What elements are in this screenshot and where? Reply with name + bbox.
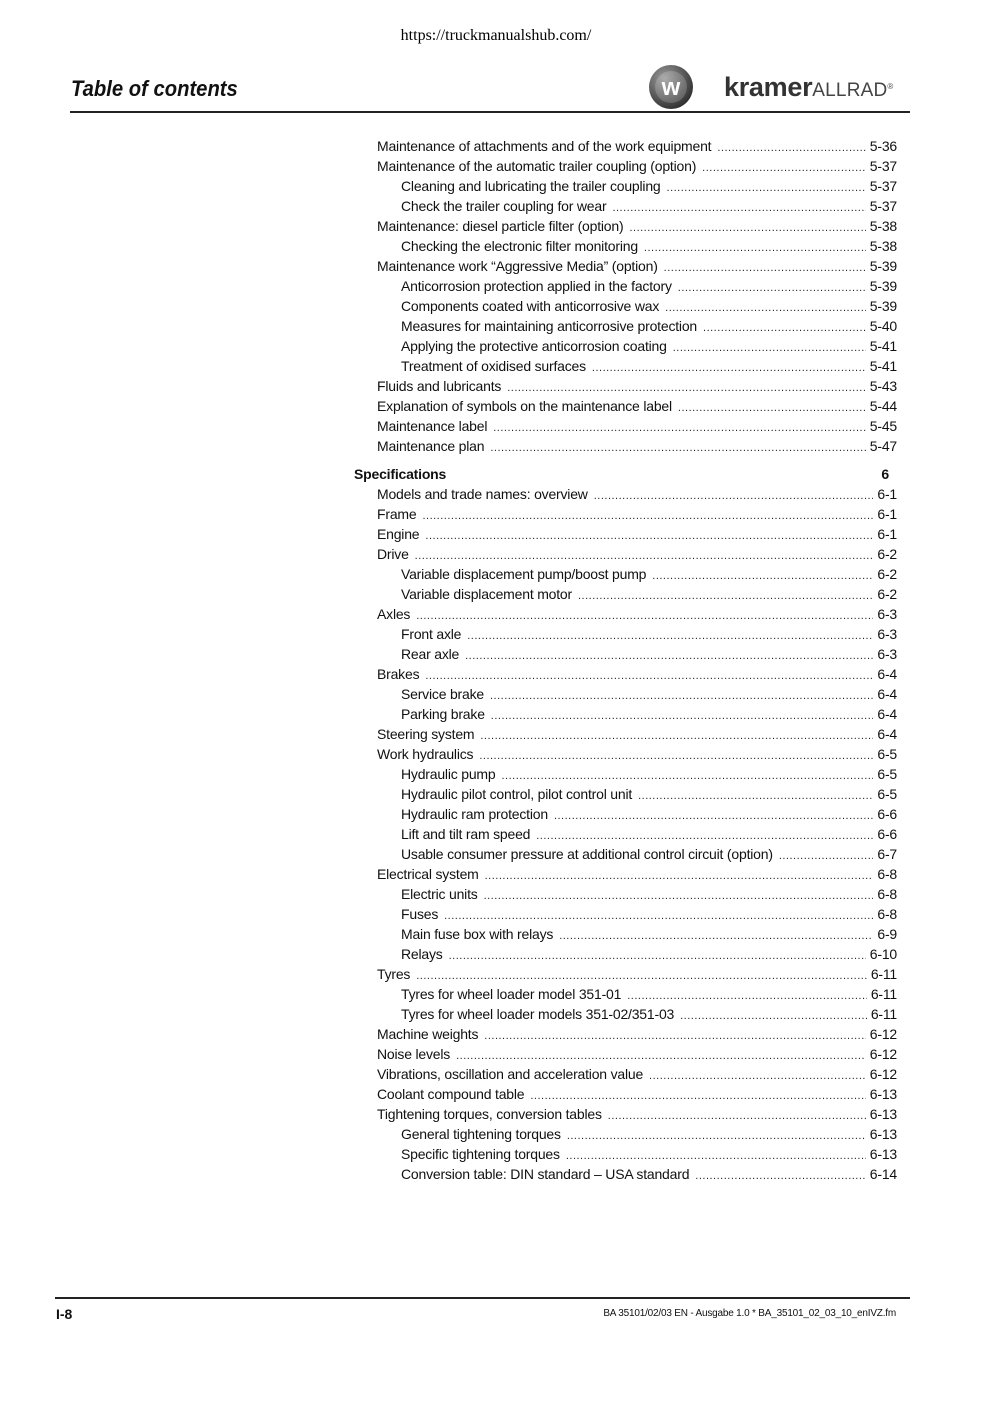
toc-entry[interactable] [377, 864, 897, 884]
toc-entry-label: Relays [401, 946, 443, 962]
dot-leader [680, 1006, 867, 1026]
toc-entry-label: Specifications [354, 466, 447, 482]
toc-entry[interactable] [377, 256, 897, 276]
toc-entry-page: 6-8 [877, 906, 897, 922]
toc-entry-label: Models and trade names: overview [377, 486, 588, 502]
toc-entry-page: 6-6 [877, 826, 897, 842]
toc-entry-label: Specific tightening torques [401, 1146, 560, 1162]
toc-entry-page: 6-12 [869, 1026, 897, 1042]
toc-entry[interactable] [377, 1084, 897, 1104]
toc-entry[interactable] [377, 216, 897, 236]
toc-entry[interactable] [377, 376, 897, 396]
toc-entry-page: 6-11 [870, 1006, 897, 1022]
dot-leader [678, 278, 866, 298]
toc-entry-page: 6-2 [877, 586, 897, 602]
toc-entry-label: Conversion table: DIN standard – USA standard [401, 1166, 690, 1182]
toc-entry-label: Main fuse box with relays [401, 926, 554, 942]
dot-leader [491, 706, 874, 726]
toc-entry[interactable] [401, 944, 897, 964]
footer-rule [55, 1297, 910, 1299]
dot-leader [567, 1126, 866, 1146]
toc-entry-page: 6-5 [877, 746, 897, 762]
dot-leader [465, 646, 873, 666]
dot-leader [479, 746, 873, 766]
toc-entry-page: 6-13 [869, 1126, 897, 1142]
dot-leader [652, 566, 873, 586]
toc-entry[interactable] [377, 724, 897, 744]
toc-entry-label: Machine weights [377, 1026, 479, 1042]
toc-entry-page: 6-4 [877, 726, 897, 742]
toc-entry-page: 6-9 [877, 926, 897, 942]
toc-entry-label: Lift and tilt ram speed [401, 826, 531, 842]
brand-bold: kramer [724, 72, 813, 102]
toc-entry-label: Measures for maintaining anticorrosive protection [401, 318, 698, 334]
toc-entry[interactable] [401, 1144, 897, 1164]
dot-leader [592, 358, 866, 378]
toc-entry[interactable] [401, 356, 897, 376]
toc-entry[interactable] [377, 604, 897, 624]
toc-entry-page: 5-36 [869, 138, 897, 154]
dot-leader [779, 846, 874, 866]
toc-entry[interactable] [377, 484, 897, 504]
toc-entry[interactable] [401, 704, 897, 724]
toc-entry-page: 5-41 [869, 338, 897, 354]
toc-entry-page: 5-44 [869, 398, 897, 414]
toc-entry-page: 6-8 [877, 866, 897, 882]
toc-entry-label: Vibrations, oscillation and acceleration value [377, 1066, 644, 1082]
dot-leader [415, 546, 874, 566]
toc-entry-page: 6-13 [869, 1146, 897, 1162]
dot-leader [594, 486, 874, 506]
toc-entry[interactable] [401, 336, 897, 356]
dot-leader [490, 686, 873, 706]
dot-leader [422, 506, 873, 526]
toc-entry-page: 5-38 [869, 218, 897, 234]
toc-entry-page: 6-5 [877, 786, 897, 802]
toc-entry-label: Maintenance plan [377, 438, 485, 454]
toc-entry-page: 6-3 [877, 646, 897, 662]
toc-entry-page: 5-45 [869, 418, 897, 434]
toc-entry[interactable] [377, 416, 897, 436]
toc-entry[interactable] [401, 316, 897, 336]
page-number: I-8 [56, 1306, 73, 1322]
toc-entry-page: 5-37 [869, 158, 897, 174]
toc-entry-label: Maintenance label [377, 418, 488, 434]
toc-entry[interactable] [401, 844, 897, 864]
dot-leader [638, 786, 873, 806]
toc-entry-page: 6 [881, 466, 889, 482]
toc-entry[interactable] [377, 156, 897, 176]
toc-entry-page: 6-11 [870, 986, 897, 1002]
toc-entry-page: 6-3 [877, 606, 897, 622]
toc-entry-label: Check the trailer coupling for wear [401, 198, 607, 214]
dot-leader [467, 626, 873, 646]
toc-entry-label: Coolant compound table [377, 1086, 525, 1102]
toc-entry-page: 6-1 [877, 526, 897, 542]
toc-entry-page: 6-7 [877, 846, 897, 862]
toc-entry-label: Anticorrosion protection applied in the factory [401, 278, 672, 294]
toc-entry[interactable] [401, 824, 897, 844]
toc-entry[interactable] [401, 176, 897, 196]
toc-entry-page: 5-38 [869, 238, 897, 254]
toc-entry[interactable] [401, 904, 897, 924]
toc-entry-label: Electric units [401, 886, 478, 902]
toc-section-heading[interactable] [354, 464, 897, 484]
toc-entry-label: Cleaning and lubricating the trailer coupling [401, 178, 661, 194]
toc-entry-label: Variable displacement pump/boost pump [401, 566, 647, 582]
toc-entry-page: 5-47 [869, 438, 897, 454]
dot-leader [644, 238, 866, 258]
dot-leader [665, 298, 866, 318]
toc-entry[interactable] [401, 624, 897, 644]
dot-leader [664, 258, 866, 278]
toc-entry-page: 6-11 [870, 966, 897, 982]
toc-entry-page: 6-12 [869, 1066, 897, 1082]
toc-entry[interactable] [377, 544, 897, 564]
toc-entry-label: Hydraulic pump [401, 766, 496, 782]
toc-entry[interactable] [377, 1044, 897, 1064]
dot-leader [554, 806, 873, 826]
dot-leader [449, 946, 866, 966]
toc-entry[interactable] [401, 984, 897, 1004]
toc-entry-page: 5-43 [869, 378, 897, 394]
toc-entry-label: Tyres [377, 966, 411, 982]
dot-leader [649, 1066, 866, 1086]
toc-entry-label: Brakes [377, 666, 420, 682]
toc-entry-page: 6-8 [877, 886, 897, 902]
header-rule [70, 111, 910, 113]
toc-entry-label: Fluids and lubricants [377, 378, 502, 394]
toc-entry[interactable] [401, 584, 897, 604]
toc-entry-page: 6-13 [869, 1106, 897, 1122]
toc-entry[interactable] [377, 664, 897, 684]
toc-entry-label: Fuses [401, 906, 439, 922]
toc-entry[interactable] [401, 196, 897, 216]
toc-entry[interactable] [401, 1164, 897, 1184]
toc-entry-page: 5-41 [869, 358, 897, 374]
toc-entry-label: Service brake [401, 686, 484, 702]
dot-leader [484, 1026, 865, 1046]
dot-leader [507, 378, 866, 398]
page-title: Table of contents [71, 76, 238, 101]
toc-entry[interactable] [401, 764, 897, 784]
toc-entry[interactable] [401, 884, 897, 904]
dot-leader [416, 966, 867, 986]
toc-entry-page: 6-4 [877, 686, 897, 702]
toc-entry-label: Drive [377, 546, 409, 562]
dot-leader [485, 866, 874, 886]
toc-entry-label: Work hydraulics [377, 746, 474, 762]
dot-leader [627, 986, 867, 1006]
toc-entry-page: 6-2 [877, 566, 897, 582]
toc-entry-page: 6-2 [877, 546, 897, 562]
toc-entry-page: 6-12 [869, 1046, 897, 1062]
dot-leader [456, 1046, 866, 1066]
dot-leader [612, 198, 865, 218]
toc-entry-page: 5-39 [869, 298, 897, 314]
toc-entry-page: 6-1 [877, 506, 897, 522]
dot-leader [608, 1106, 866, 1126]
toc-entry-page: 5-37 [869, 178, 897, 194]
toc-entry[interactable] [377, 136, 897, 156]
toc-entry[interactable] [377, 1064, 897, 1084]
document-info: BA 35101/02/03 EN - Ausgabe 1.0 * BA_35101_02_03_10_enIVZ.fm [603, 1308, 896, 1319]
toc-entry-label: Applying the protective anticorrosion coating [401, 338, 667, 354]
toc-entry[interactable] [377, 1104, 897, 1124]
dot-leader [536, 826, 873, 846]
dot-leader [444, 906, 873, 926]
toc-entry[interactable] [401, 296, 897, 316]
toc-entry[interactable] [401, 236, 897, 256]
dot-leader [703, 318, 866, 338]
dot-leader [678, 398, 866, 418]
dot-leader [493, 418, 866, 438]
toc-entry-label: Checking the electronic filter monitoring [401, 238, 638, 254]
dot-leader [695, 1166, 865, 1186]
toc-entry[interactable] [377, 964, 897, 984]
toc-entry-label: Maintenance: diesel particle filter (option) [377, 218, 624, 234]
source-url[interactable]: https://truckmanualshub.com/ [400, 27, 592, 44]
dot-leader [717, 138, 865, 158]
dot-leader [416, 606, 873, 626]
dot-leader [559, 926, 873, 946]
toc-entry-page: 6-1 [877, 486, 897, 502]
logo-mark: w [661, 74, 681, 101]
toc-entry-page: 6-4 [877, 666, 897, 682]
toc-entry-label: Maintenance work “Aggressive Media” (option) [377, 258, 658, 274]
toc-entry[interactable] [401, 684, 897, 704]
toc-entry-label: Parking brake [401, 706, 485, 722]
toc-entry-label: Noise levels [377, 1046, 451, 1062]
dot-leader [673, 338, 866, 358]
toc-entry-page: 6-14 [869, 1166, 897, 1182]
toc-entry-label: General tightening torques [401, 1126, 561, 1142]
toc-entry[interactable] [401, 784, 897, 804]
dot-leader [566, 1146, 866, 1166]
toc-entry[interactable] [377, 524, 897, 544]
toc-entry-label: Rear axle [401, 646, 460, 662]
kramer-logo-icon [648, 64, 694, 110]
toc-entry-page: 5-39 [869, 258, 897, 274]
toc-entry-label: Tyres for wheel loader models 351-02/351-03 [401, 1006, 675, 1022]
toc-entry[interactable] [377, 436, 897, 456]
toc-entry-label: Tyres for wheel loader model 351-01 [401, 986, 622, 1002]
toc-entry-page: 6-3 [877, 626, 897, 642]
dot-leader [425, 666, 873, 686]
toc-entry[interactable] [377, 504, 897, 524]
toc-entry-label: Tightening torques, conversion tables [377, 1106, 602, 1122]
toc-entry-page: 6-10 [869, 946, 897, 962]
dot-leader [629, 218, 865, 238]
toc-entry-page: 6-5 [877, 766, 897, 782]
toc-entry-page: 5-37 [869, 198, 897, 214]
toc-entry-label: Maintenance of the automatic trailer coupling (option) [377, 158, 697, 174]
toc-entry-label: Frame [377, 506, 417, 522]
toc-entry-label: Steering system [377, 726, 475, 742]
dot-leader [490, 438, 865, 458]
toc-entry[interactable] [401, 1124, 897, 1144]
toc-entry-label: Electrical system [377, 866, 479, 882]
toc-entry-page: 5-39 [869, 278, 897, 294]
dot-leader [578, 586, 873, 606]
toc-entry-label: Hydraulic pilot control, pilot control unit [401, 786, 633, 802]
toc-entry-label: Variable displacement motor [401, 586, 572, 602]
toc-entry-label: Engine [377, 526, 420, 542]
toc-entry[interactable] [401, 644, 897, 664]
toc-entry-label: Components coated with anticorrosive wax [401, 298, 660, 314]
toc-entry-page: 6-6 [877, 806, 897, 822]
dot-leader [425, 526, 873, 546]
toc-entry[interactable] [401, 564, 897, 584]
dot-leader [484, 886, 874, 906]
dot-leader [480, 726, 873, 746]
toc-entry-label: Usable consumer pressure at additional control circuit (option) [401, 846, 773, 862]
dot-leader [501, 766, 873, 786]
toc-entry-label: Treatment of oxidised surfaces [401, 358, 586, 374]
toc-entry[interactable] [401, 804, 897, 824]
dot-leader [530, 1086, 865, 1106]
toc-entry[interactable] [377, 744, 897, 764]
toc-entry-label: Hydraulic ram protection [401, 806, 548, 822]
toc-entry-page: 6-13 [869, 1086, 897, 1102]
toc-entry-label: Explanation of symbols on the maintenance label [377, 398, 672, 414]
dot-leader [667, 178, 866, 198]
toc-entry-page: 6-4 [877, 706, 897, 722]
toc-entry[interactable] [401, 276, 897, 296]
toc-entry-label: Maintenance of attachments and of the work equipment [377, 138, 712, 154]
dot-leader [702, 158, 866, 178]
toc-entry-label: Axles [377, 606, 411, 622]
toc-entry[interactable] [377, 1024, 897, 1044]
toc-entry[interactable] [401, 924, 897, 944]
toc-entry[interactable] [377, 396, 897, 416]
toc-entry[interactable] [401, 1004, 897, 1024]
toc-entry-label: Front axle [401, 626, 462, 642]
registered-mark: ® [887, 82, 894, 91]
brand-light: ALLRAD [812, 80, 888, 101]
toc-entry-page: 5-40 [869, 318, 897, 334]
brand-wordmark [724, 72, 893, 106]
